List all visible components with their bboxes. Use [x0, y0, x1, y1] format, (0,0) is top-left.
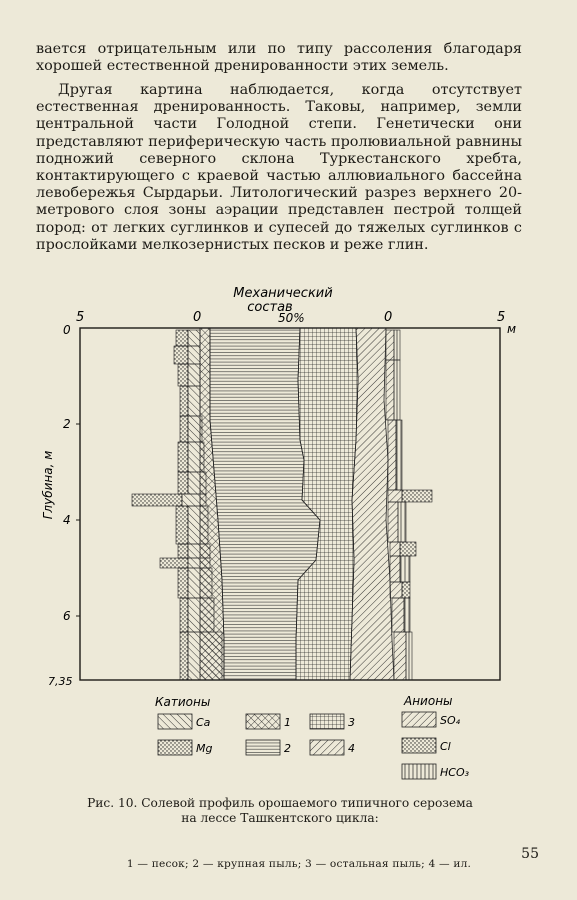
legend-ca-swatch: [158, 714, 192, 729]
scale-left-5: 5: [76, 310, 85, 325]
depth-4: 4: [63, 513, 71, 527]
anion-bars: [386, 330, 432, 680]
unit-label: м: [507, 322, 517, 336]
caption-line-1: Рис. 10. Солевой профиль орошаемого типичного серозема: [87, 796, 473, 810]
caption-legend: 1 — песок; 2 — крупная пыль; 3 — остальная пыль; 4 — ил.: [126, 858, 472, 870]
anions-title: Анионы: [404, 694, 453, 708]
legend-2-swatch: [246, 740, 280, 755]
legend-cl-swatch: [402, 738, 436, 753]
mechanical-composition: [200, 328, 394, 680]
scale-left-0: 0: [193, 310, 202, 325]
depth-6: 6: [63, 609, 71, 623]
legend-so4-swatch: [402, 712, 436, 727]
legend-hco3-label: HCO₃: [440, 766, 470, 779]
legend-4-swatch: [310, 740, 344, 755]
legend-2-label: 2: [284, 742, 291, 755]
legend-3-swatch: [310, 714, 344, 729]
scale-right-5: 5: [497, 310, 506, 325]
depth-axis-label: Глубина, м: [41, 450, 55, 520]
legend-1-label: 1: [284, 716, 291, 729]
legend-mg-swatch: [158, 740, 192, 755]
figure-caption: [30, 796, 530, 826]
legend-so4-label: SO₄: [440, 714, 461, 727]
header-line-1: Механический: [233, 286, 333, 301]
header-line-2: состав: [247, 300, 293, 315]
legend-cl-label: Cl: [440, 740, 451, 753]
paragraph-main: Другая картина наблюдается, когда отсутствует естественная дренированность. Таковы, например, земли центральной части Голодной степи. Генетически они представляют периферическую часть пролювиальной равнины подножий северного склона Туркестанского хребта, контактирующего с краевой частью аллювиального бассейна левобережья Сырдарьи. Литологический разрез верхнего 20-метрового слоя зоны аэрации представлен пестрой толщей пород: от легких суглинков и супесей до тяжелых суглинков с прослойками мелкозернистых песков и реже глин.: [36, 82, 522, 253]
scale-right-0: 0: [384, 310, 393, 325]
caption-line-2: на лессе Ташкентского цикла:: [181, 811, 379, 825]
legend-mg-label: Mg: [196, 742, 213, 755]
legend-ca-label: Ca: [196, 716, 211, 729]
paragraph-continuation: вается отрицательным или по типу рассоления благодаря хорошей естественной дренированности этих земель.: [36, 41, 522, 75]
depth-2: 2: [63, 417, 71, 431]
scale-50: 50%: [278, 311, 305, 325]
depth-735: 7,35: [48, 675, 73, 688]
legend-4-label: 4: [348, 742, 355, 755]
cations-title: Катионы: [155, 695, 211, 709]
band-3-other-silt: [296, 328, 358, 680]
page-number: 55: [521, 846, 539, 862]
legend-hco3-swatch: [402, 764, 436, 779]
legend-3-label: 3: [348, 716, 355, 729]
legend-1-swatch: [246, 714, 280, 729]
depth-0: 0: [63, 323, 71, 337]
